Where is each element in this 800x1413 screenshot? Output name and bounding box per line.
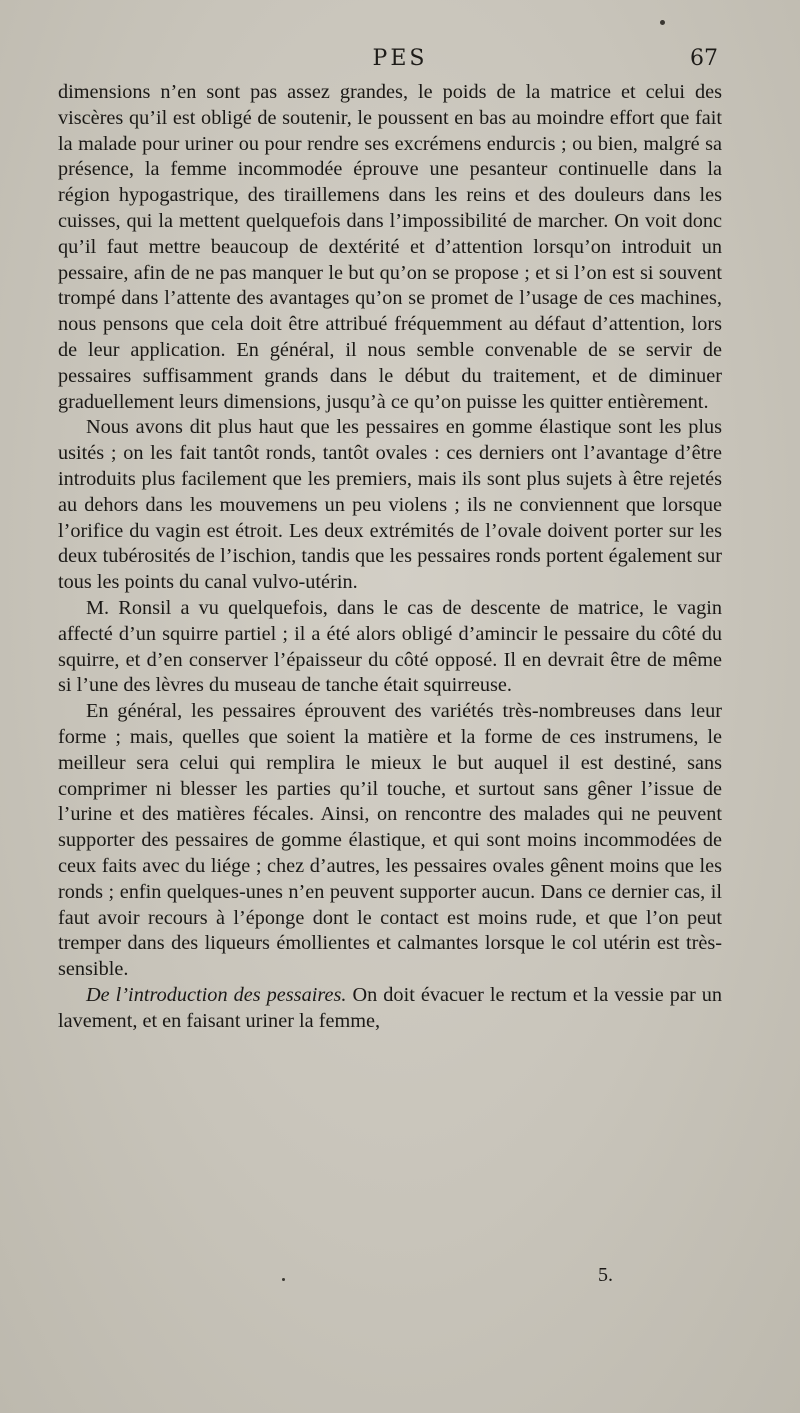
body-text [58, 80, 722, 1034]
paragraph-5-text: On doit évacuer le rectum et la vessie par un lavement, et en faisant uriner la femme, [58, 983, 722, 1032]
ink-speck [282, 1278, 285, 1281]
paragraph-2: Nous avons dit plus haut que les pessaires en gomme élastique sont les plus usités ; on les fait tantôt ronds, tantôt ovales : ces derniers ont l’avantage d’être introduits plus facilement que les premiers, mais ils sont plus sujets à être rejetés au dehors dans les mouvemens un peu violens ; ils ne conviennent que lorsque l’orifice du vagin est étroit. Les deux extrémités de l’ovale doivent porter sur les deux tubérosités de l’ischion, tandis que les pessaires ronds portent également sur tous les points du canal vulvo-utérin. [58, 416, 722, 594]
paragraph-3: M. Ronsil a vu quelquefois, dans le cas de descente de matrice, le vagin affecté d’un squirre partiel ; il a été alors obligé d’amincir le pessaire du côté du squirre, et d’en conserver l’épaisseur du côté opposé. Il en devrait être de même si l’une des lèvres du museau de tanche était squirreuse. [58, 596, 722, 697]
page-number: 67 [690, 46, 718, 71]
signature-mark: 5. [598, 1264, 613, 1286]
section-heading-inline: De l’introduction des pessaires. [86, 983, 347, 1006]
paragraph-4: En général, les pessaires éprouvent des variétés très-nombreuses dans leur forme ; mais, quelles que soient la matière et la forme de ces instrumens, le meilleur sera celui qui remplira le mieux le but auquel il est destiné, sans comprimer ni blesser les parties qu’il touche, et surtout sans gêner l’issue de l’urine et des matières fécales. Ainsi, on rencontre des malades qui ne peuvent supporter des pessaires de gomme élastique, et qui sont moins incommodées de ceux faits avec du liége ; chez d’autres, les pessaires ovales gênent moins que les ronds ; enfin quelques-unes n’en peuvent supporter aucun. Dans ce dernier cas, il faut avoir recours à l’éponge dont le contact est moins rude, et que l’on peut tremper dans des liqueurs émollientes et calmantes lorsque le col utérin est très-sensible. [58, 700, 722, 981]
paragraph-1: dimensions n’en sont pas assez grandes, le poids de la matrice et celui des viscères qu’il est obligé de soutenir, le poussent en bas au moindre effort que fait la malade pour uriner ou pour rendre ses excrémens endurcis ; ou bien, malgré sa présence, la femme incommodée éprouve une pesanteur continuelle dans la région hypogastrique, des tiraillemens dans les reins et des douleurs dans les cuisses, qui la mettent quelquefois dans l’impossibilité de marcher. On voit donc qu’il faut mettre beaucoup de dextérité et d’attention lorsqu’on introduit un pessaire, afin de ne pas manquer le but qu’on se propose ; et si l’on est si souvent trompé dans l’attente des avantages qu’on se promet de l’usage de ces machines, nous pensons que cela doit être attribué fréquemment au défaut d’attention, lors de leur application. En général, il nous semble convenable de se servir de pessaires suffisamment grands dans le début du traitement, et de diminuer graduellement leurs dimensions, jusqu’à ce qu’on puisse les quitter entièrement. [58, 81, 722, 413]
running-title: PES [372, 46, 428, 71]
ink-speck [660, 20, 665, 25]
paragraph-5 [58, 983, 722, 1035]
running-head [0, 44, 800, 78]
